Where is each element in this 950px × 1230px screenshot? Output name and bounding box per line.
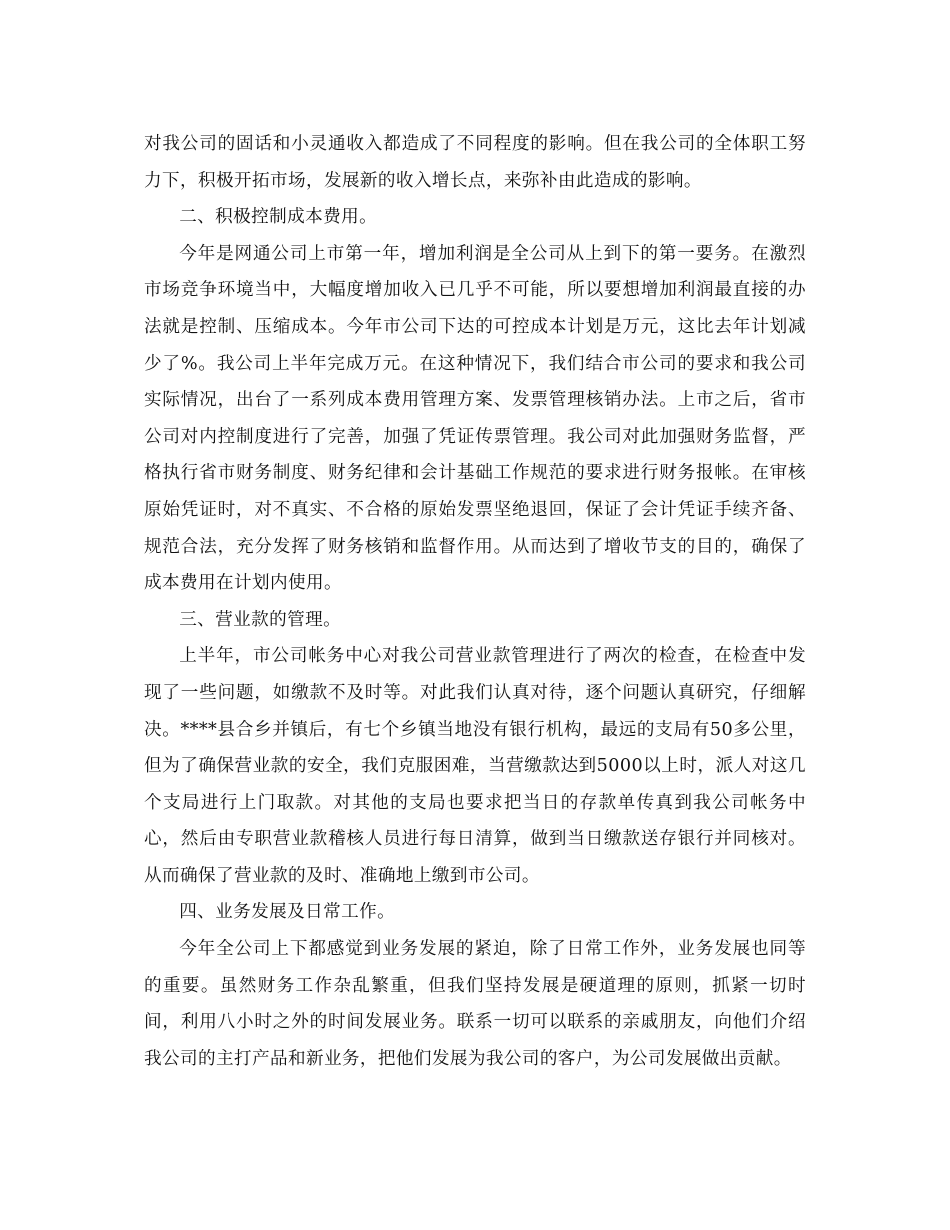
paragraph-business-development: 今年全公司上下都感觉到业务发展的紧迫，除了日常工作外，业务发展也同等的重要。虽然财务工作杂乱繁重，但我们坚持发展是硬道理的原则，抓紧一切时间，利用八小时之外的时间发展业务。联系一切可以联系的亲戚朋友，向他们介绍我公司的主打产品和新业务，把他们发展为我公司的客户，为公司发展做出贡献。 bbox=[144, 939, 806, 1069]
section-heading-cost-control: 二、积极控制成本费用。 bbox=[179, 207, 378, 228]
section-heading-business-development: 四、业务发展及日常工作。 bbox=[179, 902, 396, 923]
paragraph-revenue-management: 上半年，市公司帐务中心对我公司营业款管理进行了两次的检查，在检查中发现了一些问题，如缴款不及时等。对此我们认真对待，逐个问题认真研究，仔细解决。****县合乡并镇后，有七个乡镇当地没有银行机构，最远的支局有50多公里，但为了确保营业款的安全，我们克服困难，当营缴款达到5000以上时，派人对这几个支局进行上门取款。对其他的支局也要求把当日的存款单传真到我公司帐务中心，然后由专职营业款稽核人员进行每日清算，做到当日缴款送存银行并同核对。从而确保了营业款的及时、准确地上缴到市公司。 bbox=[144, 646, 806, 886]
document-body bbox=[144, 126, 806, 1077]
paragraph-cost-control: 今年是网通公司上市第一年，增加利润是全公司从上到下的第一要务。在激烈市场竞争环境当中，大幅度增加收入已几乎不可能，所以要想增加利润最直接的办法就是控制、压缩成本。今年市公司下达的可控成本计划是万元，这比去年计划减少了%。我公司上半年完成万元。在这种情况下，我们结合市公司的要求和我公司实际情况，出台了一系列成本费用管理方案、发票管理核销办法。上市之后，省市公司对内控制度进行了完善，加强了凭证传票管理。我公司对此加强财务监督，严格执行省市财务制度、财务纪律和会计基础工作规范的要求进行财务报帐。在审核原始凭证时，对不真实、不合格的原始发票坚绝退回，保证了会计凭证手续齐备、规范合法，充分发挥了财务核销和监督作用。从而达到了增收节支的目的，确保了成本费用在计划内使用。 bbox=[144, 243, 806, 594]
paragraph-continuation: 对我公司的固话和小灵通收入都造成了不同程度的影响。但在我公司的全体职工努力下，积极开拓市场，发展新的收入增长点，来弥补由此造成的影响。 bbox=[144, 134, 806, 191]
section-heading-revenue-management: 三、营业款的管理。 bbox=[179, 609, 342, 630]
